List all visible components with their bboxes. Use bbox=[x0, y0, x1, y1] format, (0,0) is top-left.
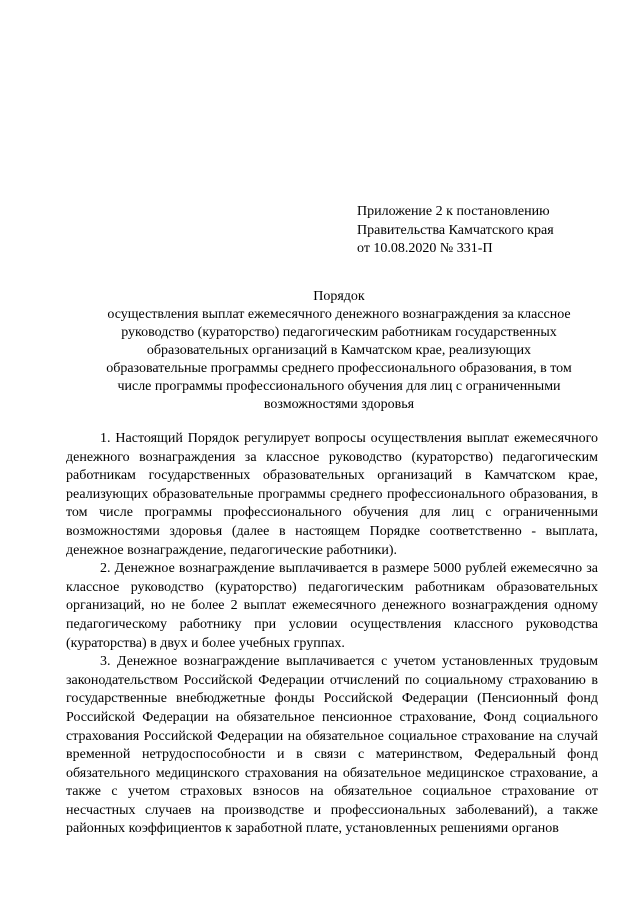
title-line-6: возможностями здоровья bbox=[263, 397, 415, 412]
title-line-1: осуществления выплат ежемесячного денежного вознаграждения за классное bbox=[107, 307, 571, 322]
title-line-5: числе программы профессионального обучения для лиц с ограниченными bbox=[117, 379, 561, 394]
appendix-line-3: от 10.08.2020 № 331-П bbox=[357, 241, 493, 256]
title-heading: Порядок bbox=[313, 289, 365, 304]
document-body bbox=[66, 430, 598, 839]
title-line-2: руководство (кураторство) педагогическим работникам государственных bbox=[121, 325, 557, 340]
document-title bbox=[64, 288, 614, 414]
title-line-3: образовательных организаций в Камчатском крае, реализующих bbox=[146, 343, 532, 358]
paragraph-3: 3. Денежное вознаграждение выплачивается с учетом установленных трудовым законодательством Российской Федерации отчислений по социальному страхованию в государственные внебюджетные фонды Российской Федерации (Пенсионный фонд Российской Федерации на обязательное пенсионное страхование, Фонд социального страхования Российской Федерации на обязательное социальное страхование на случай временной нетрудоспособности и в связи с материнством, Федеральный фонд обязательного медицинского страхования на обязательное медицинское страхование, а также с учетом страховых взносов на обязательное социальное страхование от несчастных случаев на производстве и профессиональных заболеваний), а также районных коэффициентов к заработной плате, установленных решениями органов bbox=[66, 654, 598, 837]
appendix-line-2: Правительства Камчатского края bbox=[357, 222, 554, 238]
paragraph-2: 2. Денежное вознаграждение выплачивается в размере 5000 рублей ежемесячно за классное руководство (кураторство) педагогическим работникам образовательных организаций, но не более 2 выплат ежемесячного денежного вознаграждения одному педагогическому работнику при условии осуществления классного руководства (кураторства) в двух и более учебных группах. bbox=[66, 561, 598, 651]
appendix-reference bbox=[357, 203, 617, 259]
title-line-4: образовательные программы среднего профессионального образования, в том bbox=[106, 361, 572, 376]
paragraph-1: 1. Настоящий Порядок регулирует вопросы осуществления выплат ежемесячного денежного вознаграждения за классное руководство (кураторство) педагогическим работникам государственных образовательных организаций в Камчатском крае, реализующих образовательные программы среднего профессионального образования, в том числе программы профессионального обучения для лиц с ограниченными возможностями здоровья (далее в настоящем Порядке соответственно - выплата, денежное вознаграждение, педагогические работники). bbox=[66, 431, 598, 558]
appendix-line-1: Приложение 2 к постановлению bbox=[357, 204, 550, 219]
